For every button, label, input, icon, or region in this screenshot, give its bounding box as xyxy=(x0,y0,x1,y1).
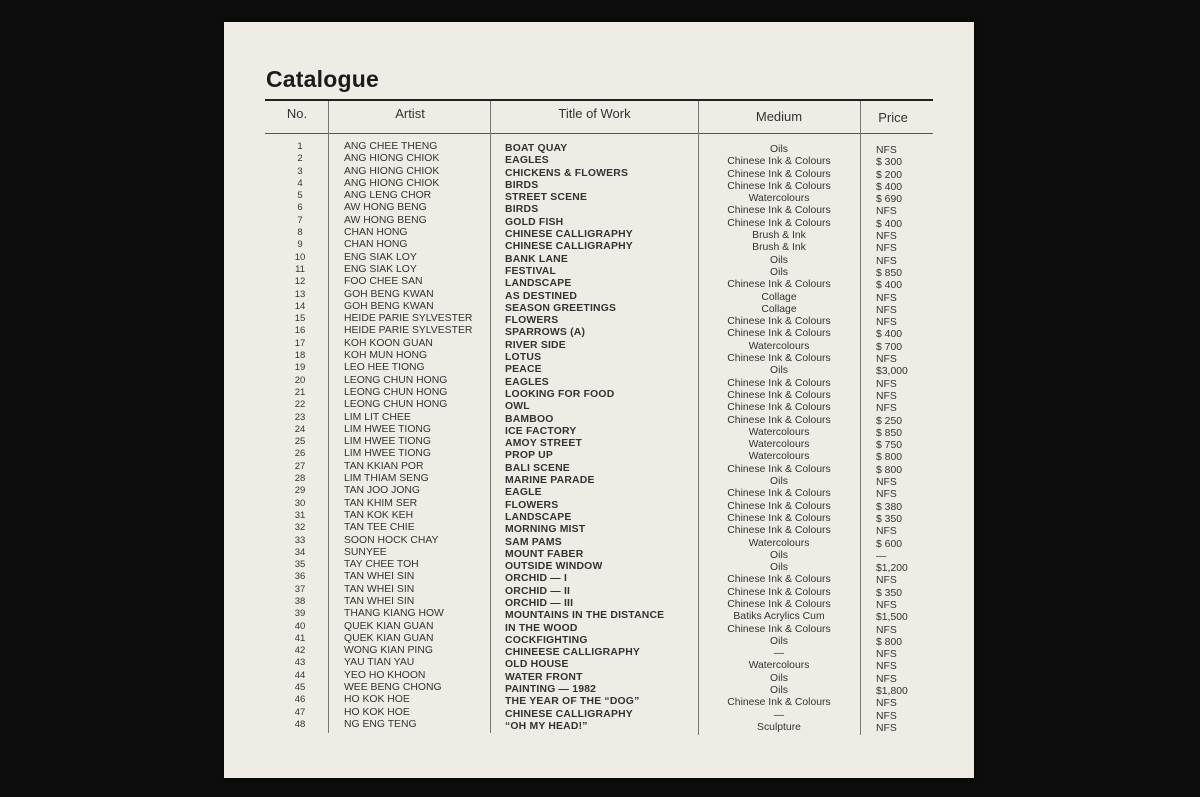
row-number: 12 xyxy=(294,276,306,288)
table-row xyxy=(224,263,974,279)
work-title: LOOKING FOR FOOD xyxy=(505,388,615,400)
title-rule xyxy=(265,99,933,101)
artist-name: TAN TEE CHIE xyxy=(344,522,415,534)
artist-name: SOON HOCK CHAY xyxy=(344,534,439,546)
artist-name: ANG HIONG CHIOK xyxy=(344,165,440,177)
price: NFS xyxy=(876,624,897,636)
row-number: 21 xyxy=(294,386,306,398)
price: NFS xyxy=(876,390,897,402)
table-row xyxy=(224,436,974,452)
table-row xyxy=(224,177,974,193)
artist-name: TAN JOO JONG xyxy=(344,485,421,497)
work-title: LOTUS xyxy=(505,352,542,364)
price: NFS xyxy=(876,575,897,587)
work-title: AMOY STREET xyxy=(505,438,583,450)
row-number: 10 xyxy=(294,251,306,263)
row-number: 28 xyxy=(294,473,306,485)
artist-name: TAN KKIAN POR xyxy=(344,460,424,472)
price: NFS xyxy=(876,710,897,722)
artist-name: THANG KIANG HOW xyxy=(344,608,444,620)
price: — xyxy=(876,550,887,562)
row-number: 7 xyxy=(297,214,303,226)
table-row xyxy=(224,473,974,489)
price: NFS xyxy=(876,526,897,538)
row-number: 39 xyxy=(294,608,306,620)
price: $1,200 xyxy=(876,563,908,575)
artist-name: HEIDE PARIE SYLVESTER xyxy=(344,325,473,337)
work-title: OUTSIDE WINDOW xyxy=(505,561,603,573)
table-row xyxy=(224,251,974,267)
price: $ 400 xyxy=(876,218,903,230)
work-title: BIRDS xyxy=(505,204,539,216)
work-title: BOAT QUAY xyxy=(505,143,568,154)
price: $ 700 xyxy=(876,341,903,353)
row-number: 14 xyxy=(294,300,306,312)
price: $ 600 xyxy=(876,538,903,550)
table-row xyxy=(224,706,974,722)
row-number: 40 xyxy=(294,620,306,632)
table-row xyxy=(224,325,974,341)
table-row xyxy=(224,411,974,427)
artist-name: ENG SIAK LOY xyxy=(344,263,417,275)
row-number: 23 xyxy=(294,411,306,423)
medium: Watercolours xyxy=(748,660,810,672)
artist-name: TAY CHEE TOH xyxy=(344,559,419,571)
artist-name: TAN WHEI SIN xyxy=(344,583,415,595)
medium: Chinese Ink & Colours xyxy=(727,279,831,291)
row-number: 17 xyxy=(294,337,306,349)
table-row xyxy=(224,153,974,169)
row-number: 29 xyxy=(294,485,306,497)
work-title: THE YEAR OF THE “DOG” xyxy=(505,696,640,708)
work-title: MARINE PARADE xyxy=(505,475,595,487)
work-title: WATER FRONT xyxy=(505,671,583,683)
artist-name: WEE BENG CHONG xyxy=(344,682,442,694)
work-title: CHINESE CALLIGRAPHY xyxy=(505,229,633,241)
work-title: ICE FACTORY xyxy=(505,425,577,437)
artist-name: ANG CHEE THENG xyxy=(344,141,438,152)
price: NFS xyxy=(876,255,897,267)
row-number: 3 xyxy=(297,165,303,177)
table-row xyxy=(224,645,974,661)
work-title: OWL xyxy=(505,401,530,413)
row-number: 45 xyxy=(294,682,306,694)
table-row xyxy=(224,522,974,538)
work-title: MOUNTAINS IN THE DISTANCE xyxy=(505,610,665,622)
row-number: 41 xyxy=(294,632,306,644)
table-row xyxy=(224,460,974,476)
row-number: 35 xyxy=(294,559,306,571)
price: NFS xyxy=(876,206,897,218)
work-title: BAMBOO xyxy=(505,413,554,425)
row-number: 6 xyxy=(297,202,303,214)
artist-name: LIM THIAM SENG xyxy=(344,473,429,485)
price: $ 400 xyxy=(876,181,903,193)
artist-name: GOH BENG KWAN xyxy=(344,300,434,312)
medium: Oils xyxy=(770,562,788,574)
price: NFS xyxy=(876,649,897,661)
table-row xyxy=(224,288,974,304)
medium: Watercolours xyxy=(748,537,810,549)
row-number: 38 xyxy=(294,595,306,607)
artist-name: AW HONG BENG xyxy=(344,202,427,214)
work-title: EAGLES xyxy=(505,376,549,388)
artist-name: HO KOK HOE xyxy=(344,706,410,718)
work-title: CHINESE CALLIGRAPHY xyxy=(505,241,633,253)
work-title: AS DESTINED xyxy=(505,290,578,302)
artist-name: NG ENG TENG xyxy=(344,718,417,730)
row-number: 20 xyxy=(294,374,306,386)
table-row xyxy=(224,165,974,181)
medium: Watercolours xyxy=(748,193,810,205)
medium: Collage xyxy=(761,303,797,315)
table-row xyxy=(224,620,974,636)
price: NFS xyxy=(876,243,897,255)
table-row xyxy=(224,399,974,415)
artist-name: ANG HIONG CHIOK xyxy=(344,177,440,189)
price: $ 300 xyxy=(876,157,903,169)
work-title: SAM PAMS xyxy=(505,536,562,548)
header-price: Price xyxy=(878,110,908,125)
price: $ 800 xyxy=(876,464,903,476)
work-title: MORNING MIST xyxy=(505,524,586,536)
price: $ 750 xyxy=(876,440,903,452)
work-title: FLOWERS xyxy=(505,315,559,327)
table-row xyxy=(224,313,974,329)
price: $ 400 xyxy=(876,329,903,341)
row-number: 32 xyxy=(294,522,306,534)
medium: Brush & Ink xyxy=(752,230,806,242)
medium: Oils xyxy=(770,144,788,155)
medium: Chinese Ink & Colours xyxy=(727,389,831,401)
medium: Chinese Ink & Colours xyxy=(727,217,831,229)
work-title: “OH MY HEAD!” xyxy=(505,720,588,732)
row-number: 11 xyxy=(295,263,305,275)
medium: Oils xyxy=(770,476,788,488)
work-title: RIVER SIDE xyxy=(505,339,566,351)
work-title: PROP UP xyxy=(505,450,553,462)
row-number: 30 xyxy=(294,497,306,509)
table-row xyxy=(224,534,974,550)
artist-name: ANG HIONG CHIOK xyxy=(344,153,440,165)
artist-name: CHAN HONG xyxy=(344,227,408,239)
price: NFS xyxy=(876,403,897,415)
table-row xyxy=(224,546,974,562)
table-row xyxy=(224,239,974,255)
price: $1,500 xyxy=(876,612,908,624)
table-row xyxy=(224,448,974,464)
row-number: 47 xyxy=(294,706,306,718)
header-medium: Medium xyxy=(755,109,803,124)
price: $ 380 xyxy=(876,501,903,513)
row-number: 25 xyxy=(294,436,306,448)
artist-name: ENG SIAK LOY xyxy=(344,251,417,263)
medium: Batiks Acrylics Cum xyxy=(733,611,825,623)
price: NFS xyxy=(876,145,897,156)
row-number: 8 xyxy=(297,227,303,239)
artist-name: LEO HEE TIONG xyxy=(344,362,425,374)
medium: Chinese Ink & Colours xyxy=(727,180,831,192)
row-number: 22 xyxy=(294,399,306,411)
medium: Oils xyxy=(770,266,788,278)
row-number: 31 xyxy=(294,509,306,521)
row-number: 48 xyxy=(294,718,306,730)
table-row xyxy=(224,669,974,685)
medium: Oils xyxy=(770,685,788,697)
medium: Watercolours xyxy=(748,451,810,463)
table-row xyxy=(224,608,974,624)
medium: Oils xyxy=(770,549,788,561)
medium: Chinese Ink & Colours xyxy=(727,328,831,340)
header-title: Title of Work xyxy=(558,106,631,121)
price: NFS xyxy=(876,661,897,673)
price: NFS xyxy=(876,477,897,489)
price: $ 400 xyxy=(876,280,903,292)
artist-name: GOH BENG KWAN xyxy=(344,288,434,300)
price: $ 800 xyxy=(876,636,903,648)
artist-name: TAN WHEI SIN xyxy=(344,571,415,583)
medium: Chinese Ink & Colours xyxy=(727,586,831,598)
work-title: MOUNT FABER xyxy=(505,548,584,560)
row-number: 16 xyxy=(294,325,306,337)
medium: Chinese Ink & Colours xyxy=(727,205,831,217)
row-number: 43 xyxy=(294,657,306,669)
medium: Chinese Ink & Colours xyxy=(727,414,831,426)
price: $ 200 xyxy=(876,169,903,181)
page-title: Catalogue xyxy=(266,66,379,92)
work-title: ORCHID — I xyxy=(505,573,568,585)
artist-name: WONG KIAN PING xyxy=(344,645,433,657)
artist-name: KOH KOON GUAN xyxy=(344,337,433,349)
medium: Chinese Ink & Colours xyxy=(727,463,831,475)
price: NFS xyxy=(876,722,897,734)
medium: Chinese Ink & Colours xyxy=(727,697,831,709)
table-row xyxy=(224,632,974,648)
artist-name: QUEK KIAN GUAN xyxy=(344,632,434,644)
artist-name: HEIDE PARIE SYLVESTER xyxy=(344,313,473,325)
medium: Chinese Ink & Colours xyxy=(727,168,831,180)
medium: Collage xyxy=(761,291,797,303)
medium: — xyxy=(773,648,785,660)
artist-name: ANG LENG CHOR xyxy=(344,190,432,202)
price: NFS xyxy=(876,317,897,329)
work-title: PAINTING — 1982 xyxy=(505,684,597,696)
table-row xyxy=(224,386,974,402)
work-title: EAGLE xyxy=(505,487,542,499)
price: $ 250 xyxy=(876,415,903,427)
artist-name: LIM LIT CHEE xyxy=(344,411,411,423)
medium: Watercolours xyxy=(748,426,810,438)
price: NFS xyxy=(876,304,897,316)
table-row xyxy=(224,595,974,611)
artist-name: FOO CHEE SAN xyxy=(344,276,423,288)
table-row xyxy=(224,485,974,501)
row-number: 37 xyxy=(294,583,306,595)
row-number: 19 xyxy=(294,362,306,374)
medium: Chinese Ink & Colours xyxy=(727,377,831,389)
artist-name: LIM HWEE TIONG xyxy=(344,436,431,448)
row-number: 36 xyxy=(294,571,306,583)
price: $1,800 xyxy=(876,686,908,698)
price: NFS xyxy=(876,599,897,611)
price: $ 350 xyxy=(876,587,903,599)
work-title: LANDSCAPE xyxy=(505,278,572,290)
medium: Chinese Ink & Colours xyxy=(727,598,831,610)
work-title: LANDSCAPE xyxy=(505,511,572,523)
table-row xyxy=(224,423,974,439)
price: $ 850 xyxy=(876,267,903,279)
table-row xyxy=(224,350,974,366)
work-title: EAGLES xyxy=(505,155,549,167)
table-row xyxy=(224,227,974,243)
row-number: 5 xyxy=(297,190,303,202)
work-title: FLOWERS xyxy=(505,499,559,511)
artist-name: LEONG CHUN HONG xyxy=(344,399,448,411)
work-title: COCKFIGHTING xyxy=(505,634,588,646)
row-number: 18 xyxy=(294,350,306,362)
price: NFS xyxy=(876,292,897,304)
work-title: CHICKENS & FLOWERS xyxy=(505,167,629,179)
medium: Oils xyxy=(770,635,788,647)
catalogue-page xyxy=(224,22,974,778)
artist-name: KOH MUN HONG xyxy=(344,350,428,362)
row-number: 2 xyxy=(297,153,303,165)
artist-name: AW HONG BENG xyxy=(344,214,427,226)
table-row xyxy=(224,337,974,353)
row-number: 26 xyxy=(294,448,306,460)
work-title: SPARROWS (A) xyxy=(505,327,586,339)
row-number: 4 xyxy=(297,177,303,189)
table-row xyxy=(224,141,974,156)
medium: Oils xyxy=(770,254,788,266)
table-row xyxy=(224,300,974,316)
artist-name: TAN KOK KEH xyxy=(344,509,414,521)
work-title: BANK LANE xyxy=(505,253,568,265)
artist-name: YEO HO KHOON xyxy=(344,669,426,681)
header-no: No. xyxy=(286,106,308,121)
row-number: 33 xyxy=(294,534,306,546)
medium: Watercolours xyxy=(748,439,810,451)
price: NFS xyxy=(876,354,897,366)
table-row xyxy=(224,559,974,575)
work-title: CHINEESE CALLIGRAPHY xyxy=(505,647,641,659)
table-row xyxy=(224,583,974,599)
table-row xyxy=(224,276,974,292)
table-row xyxy=(224,497,974,513)
work-title: PEACE xyxy=(505,364,542,376)
medium: Brush & Ink xyxy=(752,242,806,254)
row-number: 1 xyxy=(297,141,303,152)
table-row xyxy=(224,202,974,218)
medium: Chinese Ink & Colours xyxy=(727,500,831,512)
work-title: SEASON GREETINGS xyxy=(505,302,617,314)
price: NFS xyxy=(876,698,897,710)
price: NFS xyxy=(876,489,897,501)
artist-name: LIM HWEE TIONG xyxy=(344,423,431,435)
medium: Sculpture xyxy=(757,721,801,733)
medium: Watercolours xyxy=(748,340,810,352)
table-row xyxy=(224,190,974,206)
price: NFS xyxy=(876,231,897,243)
artist-name: HO KOK HOE xyxy=(344,694,410,706)
medium: Chinese Ink & Colours xyxy=(727,156,831,168)
price: $ 850 xyxy=(876,427,903,439)
medium: Chinese Ink & Colours xyxy=(727,525,831,537)
medium: Chinese Ink & Colours xyxy=(727,402,831,414)
artist-name: TAN WHEI SIN xyxy=(344,595,415,607)
table-row xyxy=(224,571,974,587)
medium: Chinese Ink & Colours xyxy=(727,623,831,635)
table-row xyxy=(224,509,974,525)
header-rule xyxy=(265,133,933,134)
artist-name: SUNYEE xyxy=(344,546,387,558)
table-row xyxy=(224,362,974,378)
row-number: 46 xyxy=(294,694,306,706)
medium: Chinese Ink & Colours xyxy=(727,353,831,365)
row-number: 42 xyxy=(294,645,306,657)
medium: Oils xyxy=(770,365,788,377)
table-row xyxy=(224,374,974,390)
catalogue-table xyxy=(224,141,974,734)
table-row xyxy=(224,694,974,710)
table-row xyxy=(224,657,974,673)
work-title: FESTIVAL xyxy=(505,265,557,277)
work-title: OLD HOUSE xyxy=(505,659,569,671)
header-artist: Artist xyxy=(395,106,425,121)
artist-name: CHAN HONG xyxy=(344,239,408,251)
row-number: 27 xyxy=(294,460,306,472)
artist-name: YAU TIAN YAU xyxy=(344,657,415,669)
work-title: BALI SCENE xyxy=(505,462,570,474)
row-number: 13 xyxy=(294,288,306,300)
work-title: BIRDS xyxy=(505,179,539,191)
price: NFS xyxy=(876,378,897,390)
table-row xyxy=(224,682,974,698)
price: $ 690 xyxy=(876,194,903,206)
row-number: 34 xyxy=(294,546,306,558)
medium: Chinese Ink & Colours xyxy=(727,574,831,586)
work-title: STREET SCENE xyxy=(505,192,588,204)
artist-name: LEONG CHUN HONG xyxy=(344,374,448,386)
row-number: 9 xyxy=(297,239,303,251)
artist-name: QUEK KIAN GUAN xyxy=(344,620,434,632)
medium: Chinese Ink & Colours xyxy=(727,316,831,328)
row-number: 24 xyxy=(294,423,306,435)
table-row xyxy=(224,214,974,230)
work-title: GOLD FISH xyxy=(505,216,564,228)
price: $ 350 xyxy=(876,513,903,525)
artist-name: LIM HWEE TIONG xyxy=(344,448,431,460)
medium: Chinese Ink & Colours xyxy=(727,512,831,524)
artist-name: TAN KHIM SER xyxy=(344,497,418,509)
work-title: IN THE WOOD xyxy=(505,622,578,634)
work-title: ORCHID — II xyxy=(505,585,571,597)
artist-name: LEONG CHUN HONG xyxy=(344,386,448,398)
price: $ 800 xyxy=(876,452,903,464)
row-number: 44 xyxy=(294,669,306,681)
medium: — xyxy=(773,709,785,721)
row-number: 15 xyxy=(294,313,306,325)
medium: Oils xyxy=(770,672,788,684)
table-row xyxy=(224,718,974,734)
work-title: CHINESE CALLIGRAPHY xyxy=(505,708,633,720)
work-title: ORCHID — III xyxy=(505,597,574,609)
price: $3,000 xyxy=(876,366,908,378)
medium: Chinese Ink & Colours xyxy=(727,488,831,500)
price: NFS xyxy=(876,673,897,685)
